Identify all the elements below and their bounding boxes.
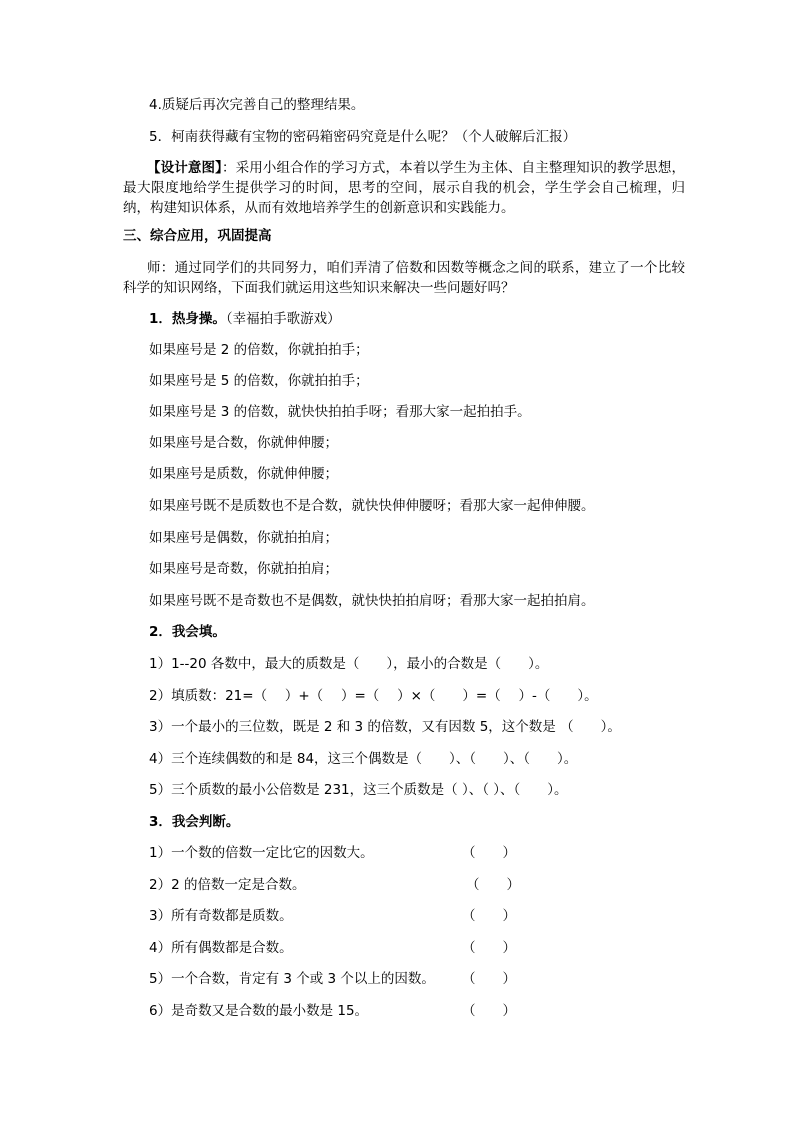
judge-answer-paren: （ ） [462,908,516,924]
design-intent-label: 【设计意图】 [147,160,222,176]
warmup-heading [149,309,341,329]
warmup-line: 如果座号是 2 的倍数，你就拍拍手； [149,342,369,358]
warmup-line: 如果座号既不是奇数也不是偶数，就快快拍拍肩呀；看那大家一起拍拍肩。 [149,593,595,609]
judge-answer-paren: （ ） [466,877,520,893]
warmup-line: 如果座号是奇数，你就拍拍肩； [149,561,338,577]
fill-title: 2．我会填。 [149,624,226,640]
judge-answer-paren: （ ） [462,845,516,861]
warmup-line: 如果座号是质数，你就伸伸腰； [149,466,338,482]
judge-statement: 5）一个合数，肯定有 3 个或 3 个以上的因数。 [149,971,435,987]
judge-answer-paren: （ ） [462,1003,516,1019]
warmup-subtitle: （幸福拍手歌游戏） [225,311,341,327]
warmup-line: 如果座号是 5 的倍数，你就拍拍手； [149,373,369,389]
fill-question: 4）三个连续偶数的和是 84，这三个偶数是（ ）、（ ）、（ ）。 [149,751,578,767]
judge-title: 3．我会判断。 [149,814,240,830]
section-3-title: 三、综合应用，巩固提高 [123,228,272,244]
judge-answer-paren: （ ） [462,971,516,987]
judge-answer-paren: （ ） [462,940,516,956]
judge-statement: 2）2 的倍数一定是合数。 [149,877,306,893]
teacher-speech: 师：通过同学们的共同努力，咱们弄清了倍数和因数等概念之间的联系，建立了一个比较科学的知识网络，下面我们就运用这些知识来解决一些问题好吗？ [123,260,685,296]
warmup-title: 1．热身操。 [149,311,226,327]
warmup-line: 如果座号是合数，你就伸伸腰； [149,435,338,451]
judge-statement: 4）所有偶数都是合数。 [149,940,293,956]
fill-question: 1）1--20 各数中，最大的质数是（ ），最小的合数是（ ）。 [149,656,549,672]
fill-question: 3）一个最小的三位数，既是 2 和 3 的倍数，又有因数 5，这个数是 （ ）。 [149,719,621,735]
fill-question: 5）三个质数的最小公倍数是 231，这三个质数是（ ）、（ ）、（ ）。 [149,782,568,798]
warmup-line: 如果座号是 3 的倍数，就快快拍拍手呀；看那大家一起拍拍手。 [149,404,531,420]
judge-statement: 6）是奇数又是合数的最小数是 15。 [149,1003,369,1019]
warmup-line: 如果座号是偶数，你就拍拍肩； [149,530,338,546]
warmup-line: 如果座号既不是质数也不是合数，就快快伸伸腰呀；看那大家一起伸伸腰。 [149,498,595,514]
design-intent-paragraph [123,158,685,218]
fill-question: 2）填质数：21=（ ）+（ ）=（ ）×（ ）=（ ）-（ ）。 [149,688,598,704]
judge-statement: 1）一个数的倍数一定比它的因数大。 [149,845,374,861]
item-4: 4.质疑后再次完善自己的整理结果。 [149,97,365,113]
item-5: 5．柯南获得藏有宝物的密码箱密码究竟是什么呢？（个人破解后汇报） [149,129,577,145]
design-intent-text: ：采用小组合作的学习方式，本着以学生为主体、自主整理知识的教学思想，最大限度地给学生提供学习的时间，思考的空间，展示自我的机会，学生学会自己梳理，归纳，构建知识体系，从而有效地培养学生的创新意识和实践能力。 [123,160,686,216]
judge-statement: 3）所有奇数都是质数。 [149,908,293,924]
